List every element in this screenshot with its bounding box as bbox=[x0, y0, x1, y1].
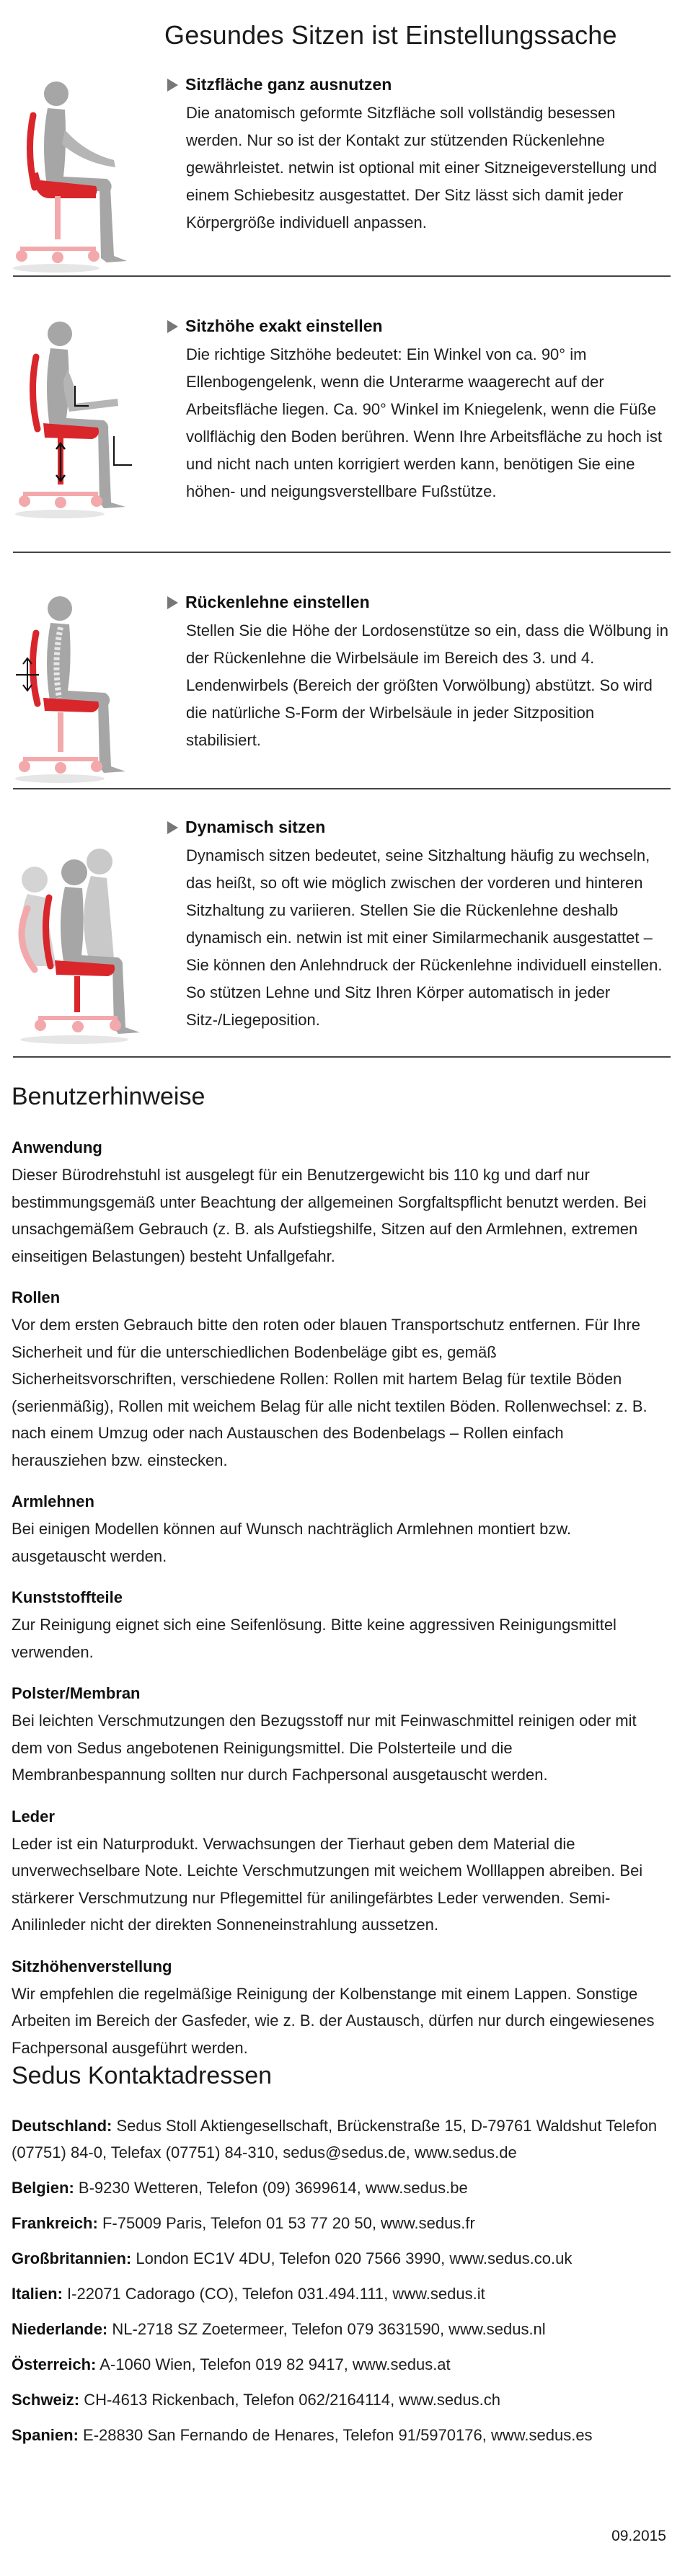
note-heading: Anwendung bbox=[12, 1138, 102, 1156]
contact-item bbox=[12, 2245, 668, 2272]
note-item bbox=[12, 1681, 660, 1789]
contact-text: Sedus Stoll Aktiengesellschaft, Brückenstraße 15, D-79761 Waldshut Telefon (07751) 84-0, Telefax (07751) 84-310, sedus@sedus.de, www.sedus.de bbox=[12, 2117, 658, 2161]
arrow-icon bbox=[167, 596, 178, 609]
note-text: Wir empfehlen die regelmäßige Reinigung der Kolbenstange mit einem Lappen. Sonstige Arbeiten im Bereich der Gasfeder, wie z. B. der Austausch, dürfen nur durch eingewiesenes Fachpersonal ausgeführt werden. bbox=[12, 1984, 655, 2057]
tip-heading bbox=[167, 314, 672, 338]
arrow-icon bbox=[167, 320, 178, 333]
tip-text: Dynamisch sitzen bedeutet, seine Sitzhaltung häufig zu wechseln, das heißt, so oft wie möglich zwischen der vorderen und hinteren Sitzhaltung zu variieren. Stellen Sie die Rückenlehne deshalb dynamisch ein. netwin ist mit einer Similarmechanik ausgestattet – Sie können den Anlehndruck der Rückenlehne individuell einstellen. So stützen Lehne und Sitz Ihren Körper automatisch in jeder Sitz-/Liegeposition. bbox=[186, 846, 663, 1029]
note-heading: Kunststoffteile bbox=[12, 1588, 123, 1606]
tip-content bbox=[167, 314, 672, 505]
contact-text: B-9230 Wetteren, Telefon (09) 3699614, www.sedus.be bbox=[78, 2179, 468, 2197]
contact-country: Belgien: bbox=[12, 2179, 74, 2197]
tip-heading bbox=[167, 590, 672, 614]
page-title: Gesundes Sitzen ist Einstellungssache bbox=[164, 20, 617, 50]
contact-item bbox=[12, 2210, 668, 2236]
contact-country: Italien: bbox=[12, 2285, 63, 2303]
note-heading: Armlehnen bbox=[12, 1492, 94, 1510]
note-text: Dieser Bürodrehstuhl ist ausgelegt für ein Benutzergewicht bis 110 kg und darf nur bestimmungsgemäß unter Beachtung der allgemeinen Sorgfaltspflicht benutzt werden. Bei unsachgemäßem Gebrauch (z. B. als Aufstiegshilfe, Sitzen auf den Armlehnen, extremen einseitigen Belastungen) besteht Unfallgefahr. bbox=[12, 1166, 647, 1265]
contact-item bbox=[12, 2280, 668, 2307]
contact-country: Deutschland: bbox=[12, 2117, 112, 2135]
arrow-icon bbox=[167, 79, 178, 92]
contact-text: NL-2718 SZ Zoetermeer, Telefon 079 3631590, www.sedus.nl bbox=[112, 2320, 546, 2338]
note-text: Bei leichten Verschmutzungen den Bezugsstoff nur mit Feinwaschmittel reinigen oder mit dem von Sedus angebotenen Reinigungsmittel. Die Polsterteile und die Membranbespannung sollten nur durch Fachpersonal ausgetauscht werden. bbox=[12, 1712, 637, 1784]
divider bbox=[13, 1056, 671, 1058]
arrow-icon bbox=[167, 821, 178, 834]
note-item bbox=[12, 1285, 660, 1474]
note-text: Zur Reinigung eignet sich eine Seifenlösung. Bitte keine aggressiven Reinigungsmittel verwenden. bbox=[12, 1616, 616, 1661]
tip-text: Die richtige Sitzhöhe bedeutet: Ein Winkel von ca. 90° im Ellenbogengelenk, wenn die Unterarme waagerecht auf der Arbeitsfläche liegen. Ca. 90° Winkel im Kniegelenk, wenn die Füße vollflächig den Boden berühren. Wenn Ihre Arbeitsfläche zu hoch ist und nicht nach unten korrigiert werden kann, benötigen Sie eine höhen- und neigungsverstellbare Fußstütze. bbox=[186, 345, 662, 500]
tip-heading bbox=[167, 815, 672, 839]
divider bbox=[13, 552, 671, 553]
footer-date: 09.2015 bbox=[611, 2528, 666, 2544]
divider bbox=[13, 275, 671, 277]
note-text: Bei einigen Modellen können auf Wunsch nachträglich Armlehnen montiert bzw. ausgetauscht werden. bbox=[12, 1520, 572, 1565]
tip-text: Die anatomisch geformte Sitzfläche soll vollständig besessen werden. Nur so ist der Kontakt zur stützenden Rückenlehne gewährleistet. netwin ist optional mit einer Sitzneigeverstellung und einem Schiebesitz ausgestattet. Der Sitz lässt sich damit jeder Körpergröße individuell anpassen. bbox=[186, 104, 658, 231]
note-item bbox=[12, 1136, 660, 1270]
tip-heading-text: Dynamisch sitzen bbox=[185, 818, 326, 836]
contact-item bbox=[12, 2351, 668, 2378]
contact-text: I-22071 Cadorago (CO), Telefon 031.494.111, www.sedus.it bbox=[67, 2285, 485, 2303]
note-heading: Sitzhöhenverstellung bbox=[12, 1957, 172, 1975]
contact-country: Österreich: bbox=[12, 2355, 97, 2373]
tip-heading-text: Sitzfläche ganz ausnutzen bbox=[185, 75, 392, 94]
chair-figure-illustration bbox=[6, 72, 164, 274]
note-item bbox=[12, 1955, 660, 2062]
note-heading: Polster/Membran bbox=[12, 1684, 141, 1702]
tip-content bbox=[167, 815, 672, 1034]
contact-text: E-28830 San Fernando de Henares, Telefon 91/5970176, www.sedus.es bbox=[83, 2426, 593, 2444]
chair-figure-illustration bbox=[6, 822, 164, 1045]
tip-heading bbox=[167, 72, 672, 97]
contact-country: Schweiz: bbox=[12, 2391, 80, 2409]
note-heading: Leder bbox=[12, 1807, 55, 1825]
section-title-user-notes: Benutzerhinweise bbox=[12, 1083, 206, 1110]
tip-text: Stellen Sie die Höhe der Lordosenstütze so ein, dass die Wölbung in der Rückenlehne die Wirbelsäule im Bereich des 3. und 4. Lendenwirbels (Bereich der größten Vorwölbung) abstützt. So wird die natürliche S-Form der Wirbelsäule in jeder Sitzposition stabilisiert. bbox=[186, 621, 668, 749]
user-notes bbox=[12, 1136, 660, 2077]
contact-country: Niederlande: bbox=[12, 2320, 108, 2338]
note-item bbox=[12, 1805, 660, 1939]
note-item bbox=[12, 1490, 660, 1570]
contact-text: F-75009 Paris, Telefon 01 53 77 20 50, www.sedus.fr bbox=[102, 2214, 475, 2232]
contact-text: London EC1V 4DU, Telefon 020 7566 3990, www.sedus.co.uk bbox=[136, 2249, 573, 2267]
contact-country: Großbritannien: bbox=[12, 2249, 132, 2267]
contact-item bbox=[12, 2422, 668, 2448]
chair-figure-illustration bbox=[6, 590, 164, 784]
contact-list bbox=[12, 2112, 668, 2457]
contact-text: CH-4613 Rickenbach, Telefon 062/2164114, www.sedus.ch bbox=[84, 2391, 500, 2409]
tip-heading-text: Rückenlehne einstellen bbox=[185, 593, 370, 611]
note-text: Vor dem ersten Gebrauch bitte den roten oder blauen Transportschutz entfernen. Für Ihre Sicherheit und für die unterschiedlichen Bodenbeläge gibt es, gemäß Sicherheitsvorschriften, verschiedene Rollen: Rollen mit hartem Belag für textile Böden (serienmäßig), Rollen mit weichem Belag für alle nicht textilen Böden. Rollenwechsel: z. B. nach einem Umzug oder nach Austauschen des Bodenbelags – Rollen einfach herausziehen bzw. einstecken. bbox=[12, 1316, 648, 1469]
divider bbox=[13, 788, 671, 789]
chair-figure-illustration bbox=[6, 314, 164, 519]
tip-content bbox=[167, 590, 672, 754]
note-heading: Rollen bbox=[12, 1288, 61, 1306]
contact-country: Frankreich: bbox=[12, 2214, 98, 2232]
note-item bbox=[12, 1585, 660, 1665]
section-title-contacts: Sedus Kontaktadressen bbox=[12, 2062, 273, 2089]
contact-item bbox=[12, 2112, 668, 2166]
tip-heading-text: Sitzhöhe exakt einstellen bbox=[185, 317, 383, 335]
contact-country: Spanien: bbox=[12, 2426, 79, 2444]
contact-item bbox=[12, 2174, 668, 2201]
tip-content bbox=[167, 72, 672, 236]
note-text: Leder ist ein Naturprodukt. Verwachsungen der Tierhaut geben dem Material die unverwechselbare Note. Leichte Verschmutzungen mit weichem Wolllappen abreiben. Bei stärkerer Verschmutzung nur Pflegemittel für anilingefärbtes Leder verwenden. Semi-Anilinleder nicht der direkten Sonneneinstrahlung aussetzen. bbox=[12, 1834, 643, 1934]
contact-text: A-1060 Wien, Telefon 019 82 9417, www.sedus.at bbox=[100, 2355, 451, 2373]
contact-item bbox=[12, 2386, 668, 2413]
contact-item bbox=[12, 2316, 668, 2342]
